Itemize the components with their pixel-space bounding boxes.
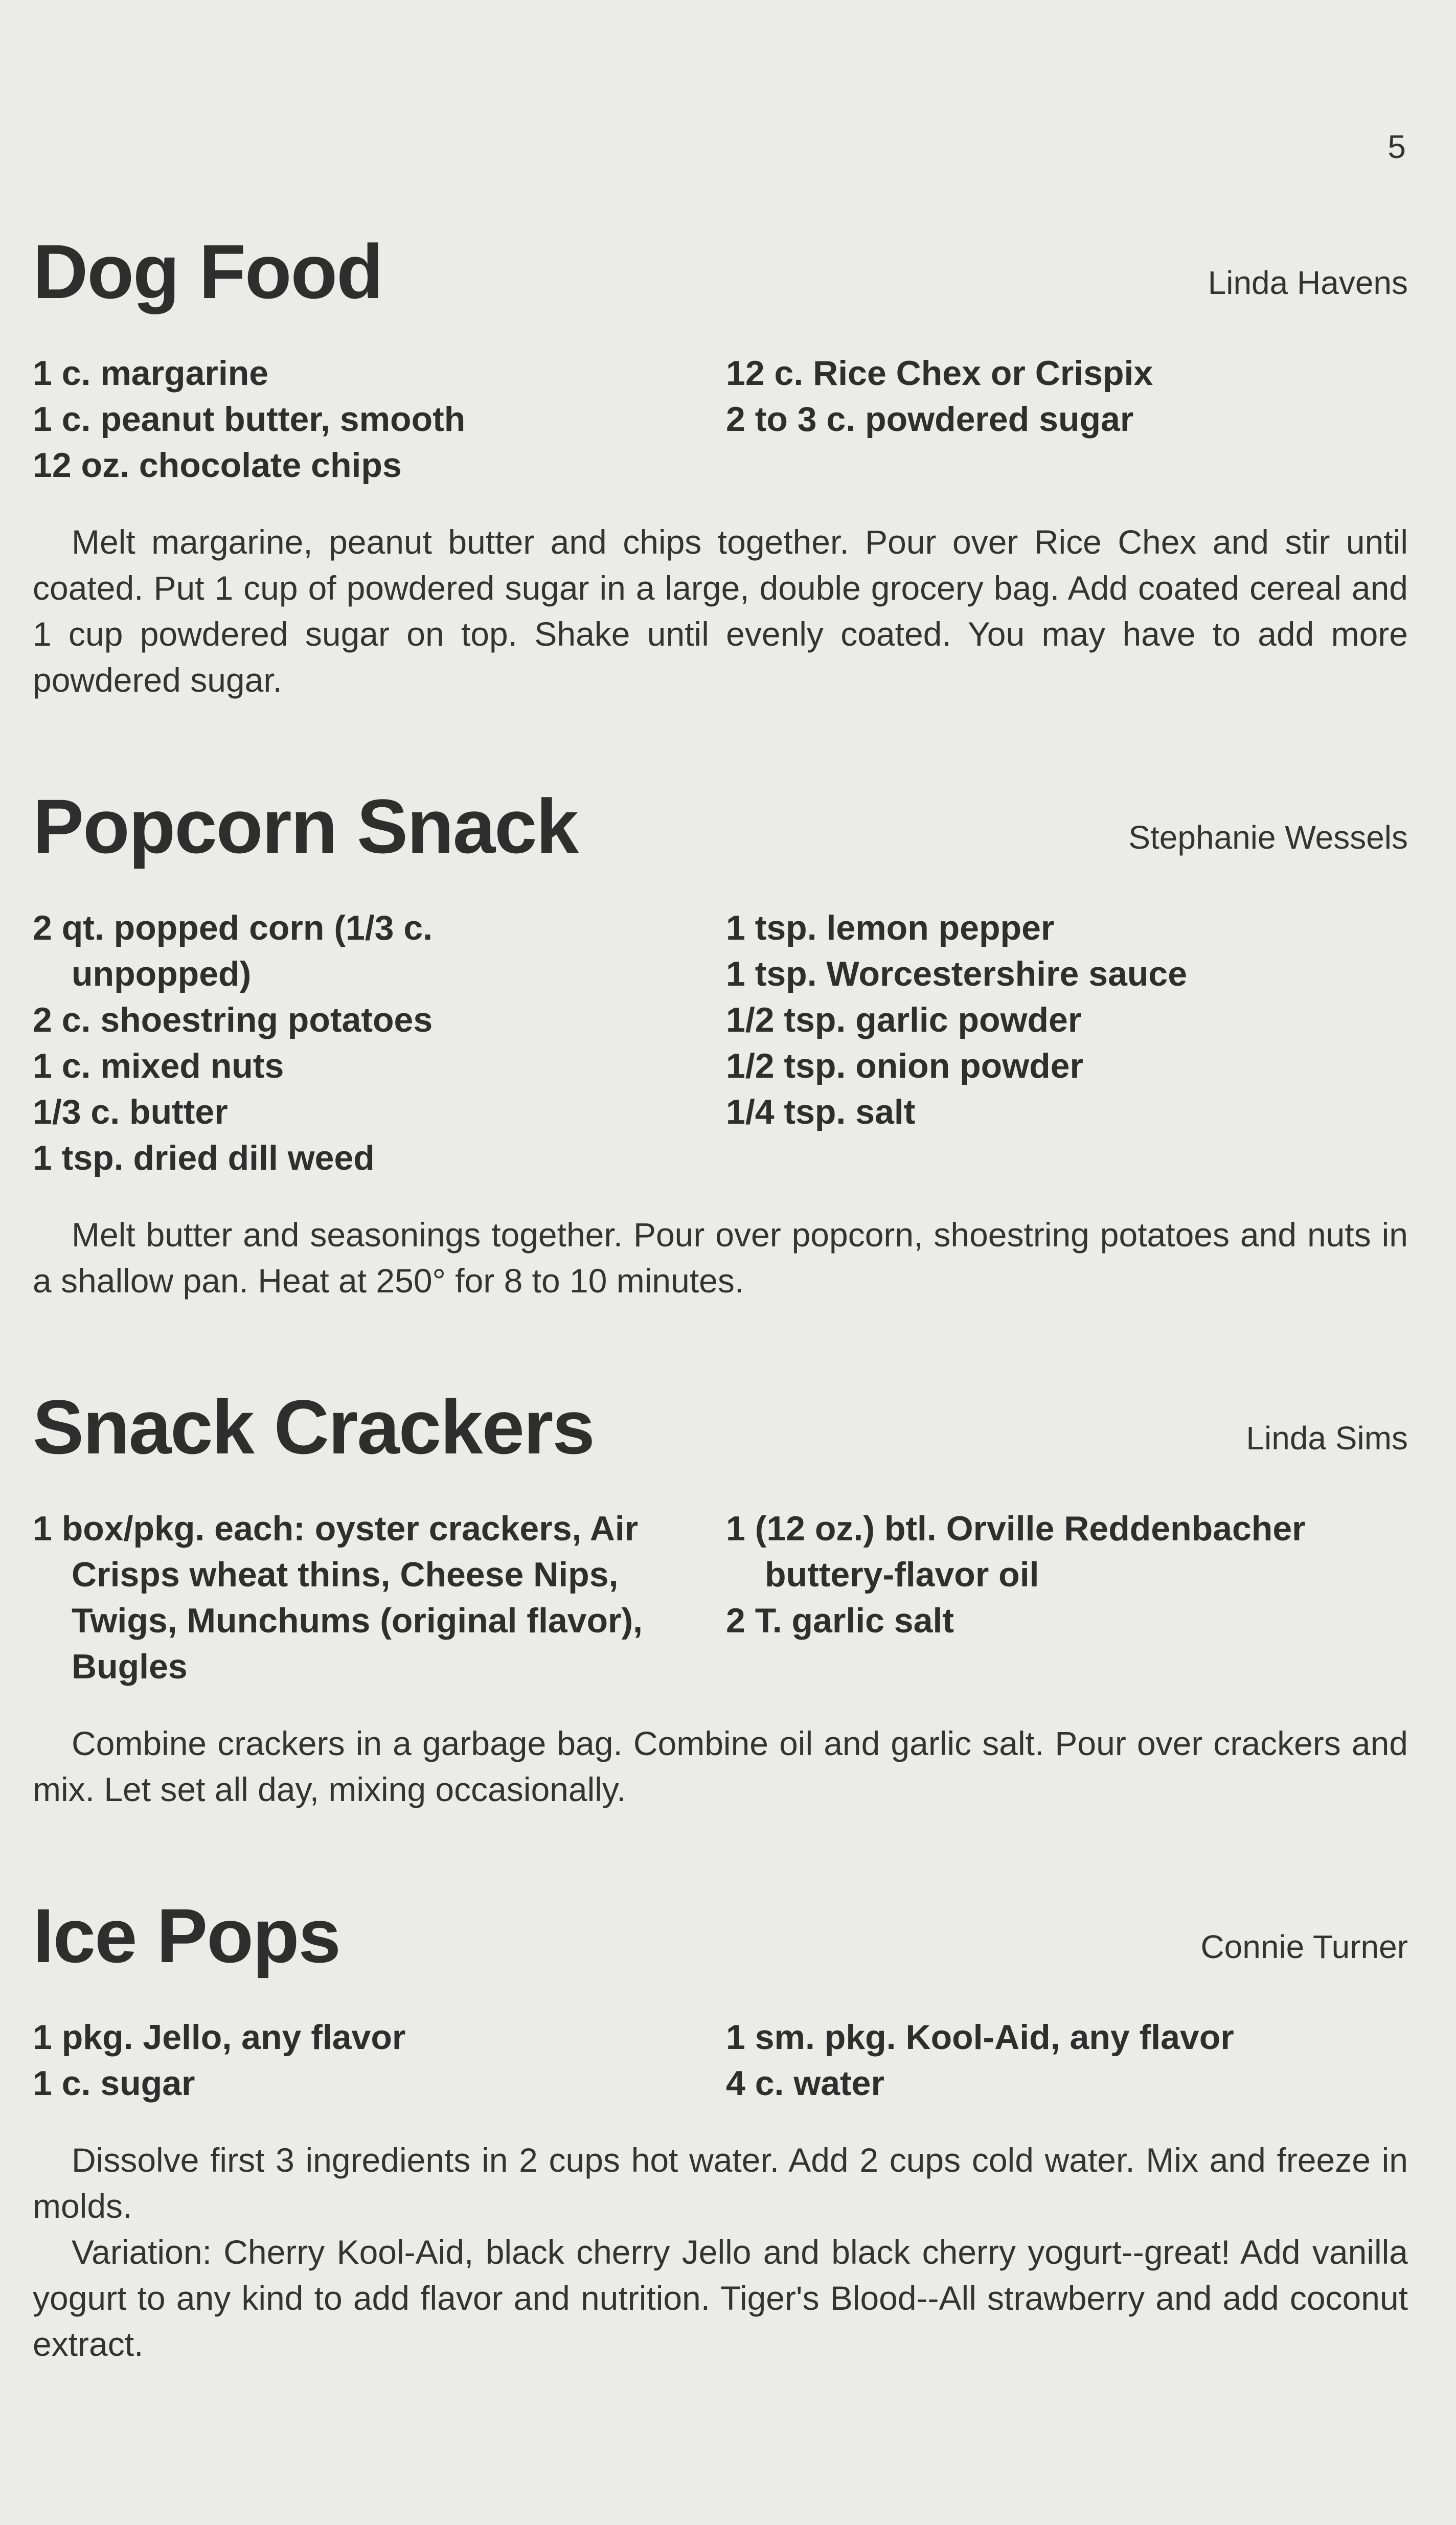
ingredient-item: 2 c. shoestring potatoes (33, 1000, 433, 1039)
ingredient-item: 1/2 tsp. garlic powder (726, 1000, 1082, 1039)
ingredients-list (33, 2014, 1408, 2106)
ingredient-item: 1 tsp. Worcestershire sauce (726, 954, 1188, 993)
ingredient-item: 1 box/pkg. each: oyster crackers, Air Crisps wheat thins, Cheese Nips, Twigs, Munchums (original flavor), Bugles (33, 1509, 643, 1686)
recipe-popcorn-snack (33, 782, 1408, 1304)
ingredient-item: 2 qt. popped corn (1/3 c. unpopped) (33, 908, 433, 993)
ingredients-list (33, 1506, 1408, 1690)
recipe-author: Linda Sims (1246, 1420, 1408, 1457)
ingredient-item: 1/4 tsp. salt (726, 1093, 916, 1131)
recipe-author: Linda Havens (1208, 264, 1408, 301)
directions-paragraph: Combine crackers in a garbage bag. Combine oil and garlic salt. Pour over crackers and mix. Let set all day, mixing occasionally. (33, 1724, 1408, 1808)
recipe-directions (33, 519, 1408, 703)
ingredient-item: 1 c. mixed nuts (33, 1047, 284, 1085)
page-number: 5 (1387, 128, 1406, 165)
ingredient-item: 2 to 3 c. powdered sugar (726, 400, 1134, 439)
ingredient-item: 12 c. Rice Chex or Crispix (726, 354, 1153, 393)
ingredients-list (33, 905, 1408, 1181)
recipe-title: Snack Crackers (33, 1384, 594, 1470)
ingredients-right-column (726, 2014, 1408, 2106)
ingredient-item: 1/2 tsp. onion powder (726, 1047, 1083, 1085)
directions-paragraph: Melt butter and seasonings together. Pour over popcorn, shoestring potatoes and nuts in a shallow pan. Heat at 250° for 8 to 10 minutes. (33, 1216, 1408, 1300)
ingredient-item: 2 T. garlic salt (726, 1601, 954, 1640)
ingredient-item: 1 tsp. lemon pepper (726, 908, 1055, 947)
recipe-dog-food (33, 228, 1408, 703)
ingredient-item: 1 sm. pkg. Kool-Aid, any flavor (726, 2018, 1234, 2057)
recipe-author: Connie Turner (1200, 1928, 1408, 1965)
recipe-title: Ice Pops (33, 1893, 340, 1978)
ingredient-item: 1 c. sugar (33, 2064, 195, 2103)
recipe-title: Dog Food (33, 229, 382, 314)
recipe-directions (33, 1212, 1408, 1304)
recipe-directions (33, 2137, 1408, 2367)
ingredient-item: 1 pkg. Jello, any flavor (33, 2018, 406, 2057)
ingredient-item: 1 c. peanut butter, smooth (33, 400, 466, 439)
ingredient-item: 1 c. margarine (33, 354, 269, 393)
ingredient-item: 1/3 c. butter (33, 1093, 228, 1131)
ingredients-right-column (726, 350, 1408, 488)
directions-paragraph: Dissolve first 3 ingredients in 2 cups hot water. Add 2 cups cold water. Mix and freeze in molds. (33, 2141, 1408, 2225)
recipe-header (33, 782, 1408, 879)
recipe-snack-crackers (33, 1383, 1408, 1812)
recipe-directions (33, 1720, 1408, 1812)
ingredients-left-column (33, 350, 726, 488)
recipe-header (33, 1383, 1408, 1480)
ingredients-left-column (33, 905, 726, 1181)
directions-paragraph: Variation: Cherry Kool-Aid, black cherry Jello and black cherry yogurt--great! Add vanilla yogurt to any kind to add flavor and nutrition. Tiger's Blood--All strawberry and add coconut extract. (33, 2233, 1408, 2363)
ingredient-item: 4 c. water (726, 2064, 884, 2103)
ingredients-left-column (33, 1506, 726, 1690)
ingredient-item: 1 (12 oz.) btl. Orville Reddenbacher buttery-flavor oil (726, 1509, 1306, 1594)
ingredients-right-column (726, 905, 1408, 1181)
ingredients-right-column (726, 1506, 1408, 1690)
recipe-title: Popcorn Snack (33, 783, 578, 869)
ingredient-item: 12 oz. chocolate chips (33, 446, 402, 485)
recipe-author: Stephanie Wessels (1128, 819, 1408, 856)
directions-paragraph: Melt margarine, peanut butter and chips together. Pour over Rice Chex and stir until coated. Put 1 cup of powdered sugar in a large, double grocery bag. Add coated cereal and 1 cup powdered sugar on top. Shake until evenly coated. You may have to add more powdered sugar. (33, 523, 1408, 699)
recipe-header (33, 228, 1408, 325)
ingredients-left-column (33, 2014, 726, 2106)
ingredients-list (33, 350, 1408, 488)
recipe-ice-pops (33, 1892, 1408, 2367)
ingredient-item: 1 tsp. dried dill weed (33, 1139, 375, 1177)
recipe-header (33, 1892, 1408, 1989)
